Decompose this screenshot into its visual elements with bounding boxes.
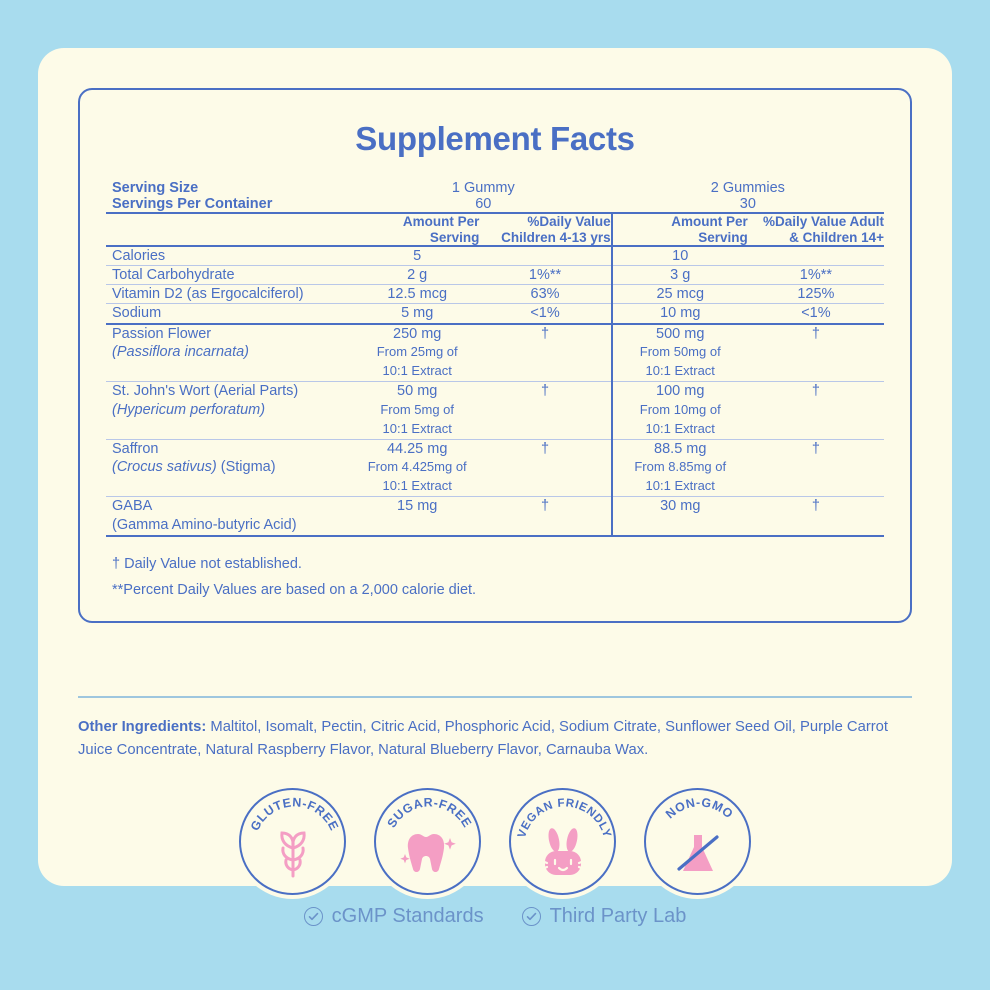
herb-amount-from: From 8.85mg of (634, 459, 727, 475)
herb-amount-2 (612, 324, 748, 382)
wheat-icon (241, 825, 344, 881)
herb-amount-2 (612, 439, 748, 497)
certification-badges (78, 788, 912, 903)
serving-size-col2: 2 Gummies (710, 180, 785, 196)
table-row (106, 497, 884, 536)
footnotes (106, 551, 884, 603)
table-row (106, 285, 884, 304)
nutrient-dv-1: <1% (479, 304, 611, 324)
footnote-dagger: † Daily Value not established. (112, 555, 302, 572)
herb-amount-from: From 5mg of (380, 401, 455, 417)
tooth-icon (376, 825, 479, 881)
herb-amount-extract: 10:1 Extract (382, 363, 452, 379)
table-row (106, 439, 884, 497)
no-flask-icon (646, 825, 749, 881)
badge-sugar-free (374, 788, 481, 895)
herb-name: Saffron (112, 440, 159, 457)
supplement-facts-table (106, 180, 884, 537)
nutrient-amount-1: 5 (355, 246, 479, 266)
herb-amount-from: From 25mg of (376, 344, 458, 360)
herb-amount-value: 100 mg (656, 383, 705, 400)
header-dv-line2: Children 4-13 yrs (501, 229, 611, 245)
herb-amount-extract: 10:1 Extract (382, 420, 452, 436)
table-row (106, 324, 884, 382)
header-amount-line1: Amount Per (402, 214, 480, 229)
herb-amount-2 (612, 382, 748, 440)
nutrient-name: Vitamin D2 (as Ergocalciferol) (106, 285, 355, 304)
herb-amount-1 (355, 439, 479, 497)
table-row (106, 304, 884, 324)
header-dv2-line2: & Children 14+ (789, 229, 884, 245)
herb-amount-extract: 10:1 Extract (645, 363, 715, 379)
herb-amount-from: From 4.425mg of (367, 459, 467, 475)
other-ingredients-text: Maltitol, Isomalt, Pectin, Citric Acid, Phosphoric Acid, Sodium Citrate, Sunflower Seed Oil, Purple Carrot Juice Concentrate, Natural Raspberry Flavor, Natural Blueberry Flavor, Carnauba Wax. (78, 719, 889, 758)
herb-amount-value: 15 mg (397, 498, 438, 515)
table-row-serving-size (106, 180, 884, 196)
table-row (106, 266, 884, 285)
badge-gluten-free (239, 788, 346, 895)
nutrient-name: Sodium (106, 304, 355, 324)
nutrient-dv-1 (479, 246, 611, 266)
nutrient-amount-1: 5 mg (355, 304, 479, 324)
nutrient-amount-2: 10 (612, 246, 748, 266)
herb-amount-extract: 10:1 Extract (645, 420, 715, 436)
herb-name: Passion Flower (112, 325, 212, 342)
herb-dv-1: † (479, 324, 611, 382)
badge-label: NON-GMO (662, 795, 736, 822)
serving-size-label: Serving Size (112, 180, 199, 196)
other-ingredients (78, 696, 912, 762)
herb-dv-2: † (748, 324, 884, 382)
herb-dv-2: † (748, 439, 884, 497)
check-circle-icon (304, 907, 323, 926)
nutrient-dv-2 (748, 246, 884, 266)
badge-label: SUGAR-FREE (384, 795, 475, 831)
nutrient-dv-1: 63% (479, 285, 611, 304)
herb-name-cell (106, 382, 355, 440)
herb-amount-value: 88.5 mg (654, 440, 707, 457)
herb-amount-from: From 10mg of (639, 401, 721, 417)
badge-label: VEGAN FRIENDLY (515, 796, 614, 840)
header-daily-value-2 (748, 213, 884, 246)
herb-part: (Stigma) (216, 459, 276, 476)
herb-latin-name: (Passiflora incarnata) (112, 344, 249, 361)
header-amount-per-serving-2 (612, 213, 748, 246)
header-blank (106, 213, 355, 246)
servings-per-container-col2: 30 (739, 196, 756, 212)
nutrient-dv-2: 1%** (748, 266, 884, 285)
footer-label: Third Party Lab (549, 905, 687, 927)
badge-label: GLUTEN-FREE (247, 795, 342, 834)
herb-amount-value: 30 mg (660, 498, 701, 515)
nutrient-amount-2: 25 mcg (612, 285, 748, 304)
trust-footer (0, 905, 990, 928)
herb-latin-name: (Gamma Amino-butyric Acid) (112, 516, 297, 533)
herb-amount-2 (612, 497, 748, 536)
check-circle-icon (522, 907, 541, 926)
footnote-percent-dv: **Percent Daily Values are based on a 2,000 calorie diet. (112, 581, 477, 598)
servings-per-container-label: Servings Per Container (112, 196, 273, 212)
nutrient-name: Calories (106, 246, 355, 266)
herb-amount-1 (355, 382, 479, 440)
header-dv-line1: %Daily Value (527, 214, 611, 229)
nutrient-amount-1: 12.5 mcg (355, 285, 479, 304)
herb-name-cell (106, 497, 355, 536)
herb-amount-value: 44.25 mg (386, 440, 448, 457)
header-amount-per-serving-1 (355, 213, 479, 246)
nutrient-dv-2: <1% (748, 304, 884, 324)
footer-label: cGMP Standards (331, 905, 484, 927)
nutrient-amount-2: 10 mg (612, 304, 748, 324)
footer-item-third-party-lab (522, 905, 687, 928)
herb-dv-2: † (748, 382, 884, 440)
header-daily-value-1 (479, 213, 611, 246)
herb-amount-extract: 10:1 Extract (382, 478, 452, 494)
herb-dv-1: † (479, 497, 611, 536)
table-row (106, 382, 884, 440)
servings-per-container-col1: 60 (475, 196, 492, 212)
table-row (106, 246, 884, 266)
herb-latin-name: (Crocus sativus) (112, 459, 217, 476)
page-title: Supplement Facts (355, 120, 635, 157)
herb-name-cell (106, 324, 355, 382)
herb-amount-value: 50 mg (397, 383, 438, 400)
header-dv2-line1: %Daily Value Adult (762, 214, 884, 229)
herb-name-cell (106, 439, 355, 497)
herb-dv-2: † (748, 497, 884, 536)
bunny-icon (511, 825, 614, 881)
herb-name: St. John's Wort (Aerial Parts) (112, 383, 299, 400)
serving-size-col1: 1 Gummy (451, 180, 515, 196)
herb-amount-value: 250 mg (393, 325, 442, 342)
herb-amount-1 (355, 497, 479, 536)
nutrient-name: Total Carbohydrate (106, 266, 355, 285)
supplement-facts-panel (78, 88, 912, 623)
herb-name: GABA (112, 498, 153, 515)
table-row-servings-per-container (106, 196, 884, 213)
nutrient-dv-1: 1%** (479, 266, 611, 285)
table-header-row (106, 213, 884, 246)
nutrient-amount-1: 2 g (355, 266, 479, 285)
herb-amount-extract: 10:1 Extract (645, 478, 715, 494)
herb-dv-1: † (479, 382, 611, 440)
other-ingredients-label: Other Ingredients: (78, 719, 207, 735)
nutrient-dv-2: 125% (748, 285, 884, 304)
herb-amount-value: 500 mg (656, 325, 705, 342)
herb-amount-1 (355, 324, 479, 382)
header-amount2-line1: Amount Per (671, 214, 748, 229)
header-amount2-line2: Serving (698, 229, 748, 245)
herb-latin-name: (Hypericum perforatum) (112, 401, 266, 418)
herb-dv-1: † (479, 439, 611, 497)
svg-text:NON-GMO (663, 795, 736, 821)
footer-item-cgmp (304, 905, 484, 928)
herb-amount-from: From 50mg of (639, 344, 721, 360)
nutrient-amount-2: 3 g (612, 266, 748, 285)
header-amount-line2: Serving (429, 229, 480, 245)
label-card (38, 48, 952, 886)
badge-non-gmo (644, 788, 751, 895)
badge-vegan-friendly (509, 788, 616, 895)
